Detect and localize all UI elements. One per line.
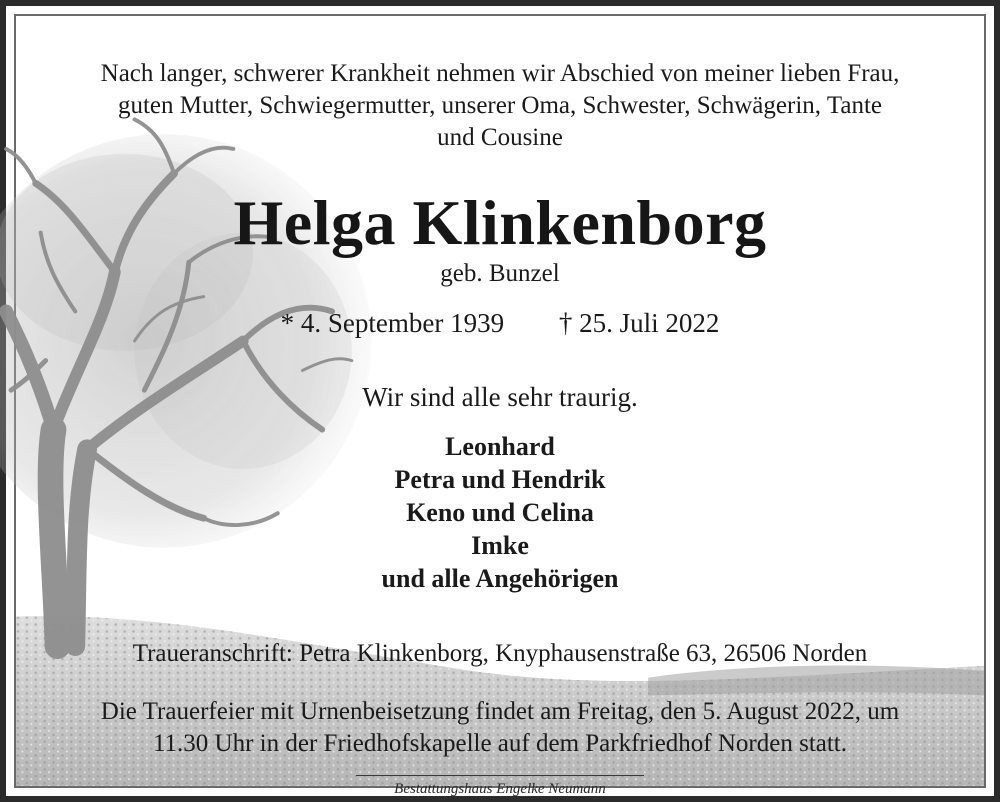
birth-date: * 4. September 1939	[280, 308, 505, 338]
intro-text	[56, 58, 944, 154]
mourner-name: Leonhard	[445, 432, 555, 461]
divider	[356, 775, 644, 776]
sorrow-statement: Wir sind alle sehr traurig.	[362, 382, 638, 412]
deceased-name: Helga Klinkenborg	[233, 187, 767, 258]
intro-line: und Cousine	[437, 124, 563, 151]
mourner-name: und alle Angehörigen	[381, 564, 619, 593]
notice-content	[16, 16, 984, 797]
mourning-address: Traueranschrift: Petra Klinkenborg, Knyphausenstraße 63, 26506 Norden	[132, 640, 868, 667]
notice-inner-frame	[14, 14, 986, 797]
ceremony-line: 11.30 Uhr in der Friedhofskapelle auf dem Parkfriedhof Norden statt.	[152, 730, 848, 757]
maiden-name: geb. Bunzel	[440, 260, 560, 287]
mourners-list	[16, 430, 984, 595]
funeral-home: Bestattungshaus Engelke Neumann	[394, 781, 606, 797]
ceremony-info	[46, 696, 954, 760]
death-date: † 25. Juli 2022	[558, 308, 720, 338]
intro-line: guten Mutter, Schwiegermutter, unserer Oma, Schwester, Schwägerin, Tante	[117, 92, 882, 119]
ceremony-line: Die Trauerfeier mit Urnenbeisetzung findet am Freitag, den 5. August 2022, um	[100, 698, 900, 725]
mourner-name: Petra und Hendrik	[394, 465, 606, 494]
mourner-name: Imke	[471, 531, 529, 560]
mourner-name: Keno und Celina	[406, 498, 594, 527]
life-dates	[16, 308, 984, 339]
intro-line: Nach langer, schwerer Krankheit nehmen wir Abschied von meiner lieben Frau,	[100, 60, 900, 87]
